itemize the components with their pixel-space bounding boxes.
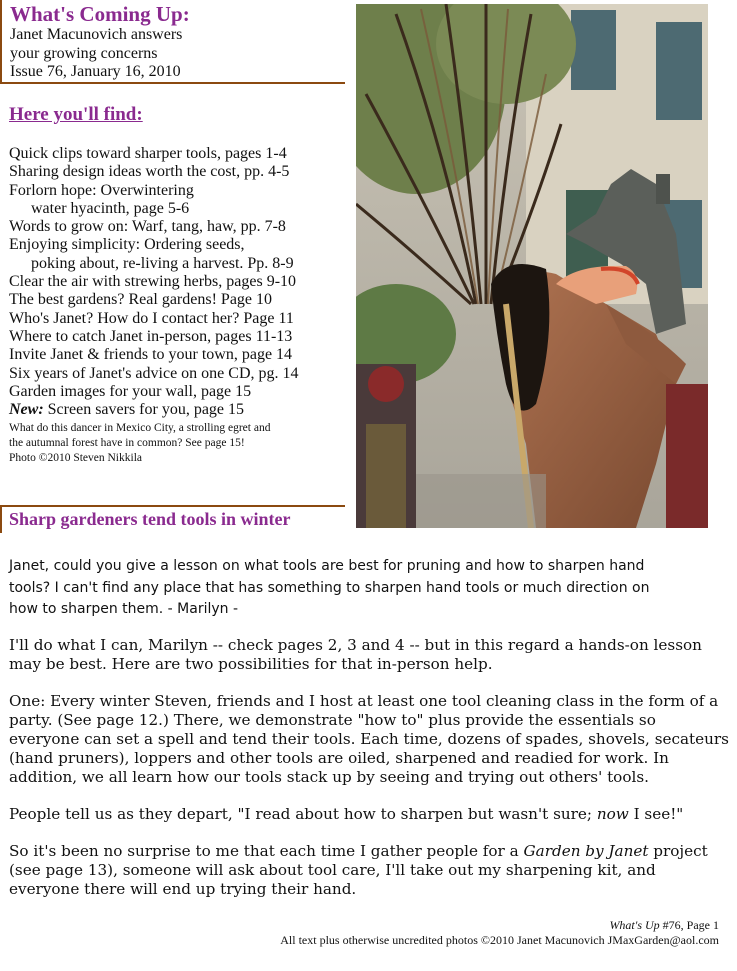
toc-item-new xyxy=(9,401,354,419)
masthead xyxy=(0,0,345,84)
footer-issue xyxy=(280,918,719,933)
footer-copyright: All text plus otherwise uncredited photos ©2010 Janet Macunovich JMaxGarden@aol.com xyxy=(280,933,719,947)
publication-name: What's Up xyxy=(609,918,660,932)
article-body xyxy=(9,636,729,917)
issue-date: Issue 76, January 16, 2010 xyxy=(10,63,181,80)
reader-question xyxy=(9,556,729,621)
new-text: Screen savers for you, page 15 xyxy=(43,401,245,419)
photo-credit: Photo ©2010 Steven Nikkila xyxy=(9,452,142,465)
toc-item: Enjoying simplicity: Ordering seeds, xyxy=(9,236,245,254)
photo-illustration xyxy=(356,4,708,528)
question-line: Janet, could you give a lesson on what tools are best for pruning and how to sharpen hand xyxy=(9,558,645,574)
toc-item: Where to catch Janet in-person, pages 11-13 xyxy=(9,327,293,345)
section-title: Sharp gardeners tend tools in winter xyxy=(9,509,291,529)
page-footer xyxy=(280,918,719,948)
text-run: So it's been no surprise to me that each time I gather people for a xyxy=(9,842,524,860)
newsletter-title: What's Coming Up: xyxy=(10,2,190,26)
table-of-contents xyxy=(9,145,354,466)
toc-item: Sharing design ideas worth the cost, pp. 4-5 xyxy=(9,163,290,181)
toc-item: Who's Janet? How do I contact her? Page 11 xyxy=(9,309,294,327)
toc-item: water hyacinth, page 5-6 xyxy=(31,199,190,217)
question-line: tools? I can't find any place that has something to sharpen hand tools or much direction on xyxy=(9,579,650,596)
paragraph: One: Every winter Steven, friends and I host at least one tool cleaning class in the form of a party. (See page 12.) There, we demonstrate "how to" plus provide the essentials so everyone can set a spell and tend their tools. Each time, dozens of spades, shovels, secateurs (hand pruners), loppers and other tools are oiled, sharpened and readied for work. In addition, we all learn how our tools stack up by seeing and trying out others' tools. xyxy=(9,692,729,786)
text-run: People tell us as they depart, "I read about how to sharpen but wasn't sure; xyxy=(9,805,597,823)
text-run: I see!" xyxy=(628,805,684,823)
toc-item: Clear the air with strewing herbs, pages 9-10 xyxy=(9,273,297,291)
new-label: New: xyxy=(9,401,44,419)
toc-heading: Here you'll find: xyxy=(9,104,143,125)
photo-caption xyxy=(9,421,354,466)
toc-item: Garden images for your wall, page 15 xyxy=(9,382,252,400)
paragraph xyxy=(9,805,729,824)
section-header xyxy=(0,505,345,533)
toc-item: Words to grow on: Warf, tang, haw, pp. 7-8 xyxy=(9,218,286,236)
dancer-photo xyxy=(356,4,708,528)
toc-item: The best gardens? Real gardens! Page 10 xyxy=(9,291,273,309)
text-run: project (see page 13), someone will ask about tool care, I'll take out my sharpening kit, and everyone there will end up trying their hand. xyxy=(9,842,708,898)
toc-item: Forlorn hope: Overwintering xyxy=(9,181,194,199)
page-number: #76, Page 1 xyxy=(659,918,719,932)
masthead-line: Janet Macunovich answers xyxy=(10,26,183,43)
toc-item: Six years of Janet's advice on one CD, pg. 14 xyxy=(9,364,299,382)
emphasis: Garden by Janet xyxy=(523,842,649,860)
paragraph xyxy=(9,842,729,899)
paragraph: I'll do what I can, Marilyn -- check pages 2, 3 and 4 -- but in this regard a hands-on lesson may be best. Here are two possibilities for that in-person help. xyxy=(9,636,702,673)
caption-line: the autumnal forest have in common? See page 15! xyxy=(9,437,245,450)
toc-item: poking about, re-living a harvest. Pp. 8-9 xyxy=(31,254,294,272)
toc-item: Quick clips toward sharper tools, pages 1-4 xyxy=(9,145,287,162)
toc-item: Invite Janet & friends to your town, page 14 xyxy=(9,346,293,364)
emphasis: now xyxy=(596,805,629,823)
caption-line: What do this dancer in Mexico City, a strolling egret and xyxy=(9,422,271,435)
masthead-line: your growing concerns xyxy=(10,44,158,62)
question-line: how to sharpen them. - Marilyn - xyxy=(9,601,239,617)
